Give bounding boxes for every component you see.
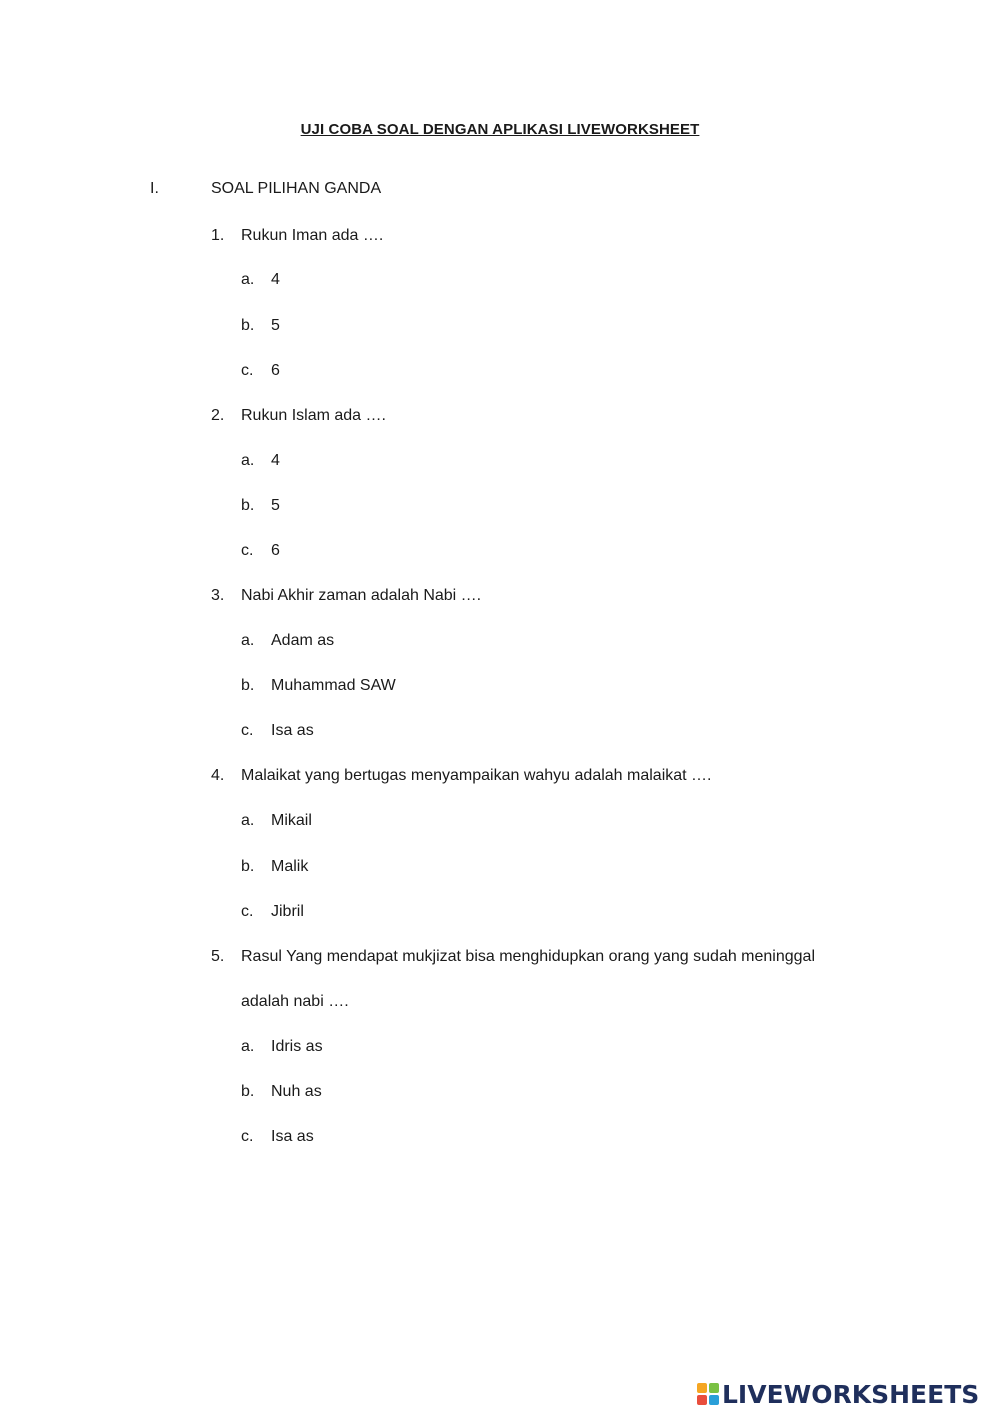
- question-number: 5.: [211, 948, 225, 965]
- option-text: 6: [271, 542, 280, 559]
- option-letter: c.: [241, 722, 254, 739]
- option-letter: a.: [241, 632, 255, 649]
- question-text: Rukun Islam ada ….: [241, 407, 386, 424]
- question-text-continued: adalah nabi ….: [241, 993, 349, 1010]
- option-letter: b.: [241, 677, 255, 694]
- option-text: Jibril: [271, 903, 304, 920]
- logo-tile-e: [709, 1395, 719, 1405]
- question-number: 2.: [211, 407, 225, 424]
- section-number: I.: [150, 180, 159, 197]
- option-text: Malik: [271, 858, 309, 875]
- option-text: 4: [271, 271, 280, 288]
- option-text: 5: [271, 317, 280, 334]
- option-text: Muhammad SAW: [271, 677, 396, 694]
- option-letter: c.: [241, 903, 254, 920]
- liveworksheets-logo: [697, 1376, 979, 1412]
- option-text: 6: [271, 362, 280, 379]
- logo-mark-icon: [697, 1383, 719, 1405]
- question-number: 4.: [211, 767, 225, 784]
- option-letter: a.: [241, 452, 255, 469]
- logo-tile-l: [697, 1383, 707, 1393]
- option-text: Idris as: [271, 1038, 323, 1055]
- option-text: Nuh as: [271, 1083, 322, 1100]
- option-letter: c.: [241, 362, 254, 379]
- document-title: UJI COBA SOAL DENGAN APLIKASI LIVEWORKSHEET: [300, 121, 700, 138]
- option-letter: b.: [241, 858, 255, 875]
- logo-tile-v: [697, 1395, 707, 1405]
- question-number: 3.: [211, 587, 225, 604]
- option-letter: c.: [241, 542, 254, 559]
- option-text: Isa as: [271, 1128, 314, 1145]
- logo-text: LIVEWORKSHEETS: [722, 1379, 980, 1409]
- option-text: Mikail: [271, 812, 312, 829]
- option-letter: a.: [241, 812, 255, 829]
- option-letter: c.: [241, 1128, 254, 1145]
- option-text: Isa as: [271, 722, 314, 739]
- logo-tile-i: [709, 1383, 719, 1393]
- option-letter: a.: [241, 271, 255, 288]
- option-letter: b.: [241, 317, 255, 334]
- option-letter: b.: [241, 497, 255, 514]
- question-text: Malaikat yang bertugas menyampaikan wahyu adalah malaikat ….: [241, 767, 712, 784]
- question-text: Rukun Iman ada ….: [241, 227, 384, 244]
- question-number: 1.: [211, 227, 225, 244]
- option-text: Adam as: [271, 632, 335, 649]
- option-letter: b.: [241, 1083, 255, 1100]
- section-label: SOAL PILIHAN GANDA: [211, 180, 382, 197]
- option-text: 4: [271, 452, 280, 469]
- question-text: Rasul Yang mendapat mukjizat bisa menghidupkan orang yang sudah meninggal: [241, 948, 816, 965]
- question-text: Nabi Akhir zaman adalah Nabi ….: [241, 587, 482, 604]
- option-letter: a.: [241, 1038, 255, 1055]
- option-text: 5: [271, 497, 280, 514]
